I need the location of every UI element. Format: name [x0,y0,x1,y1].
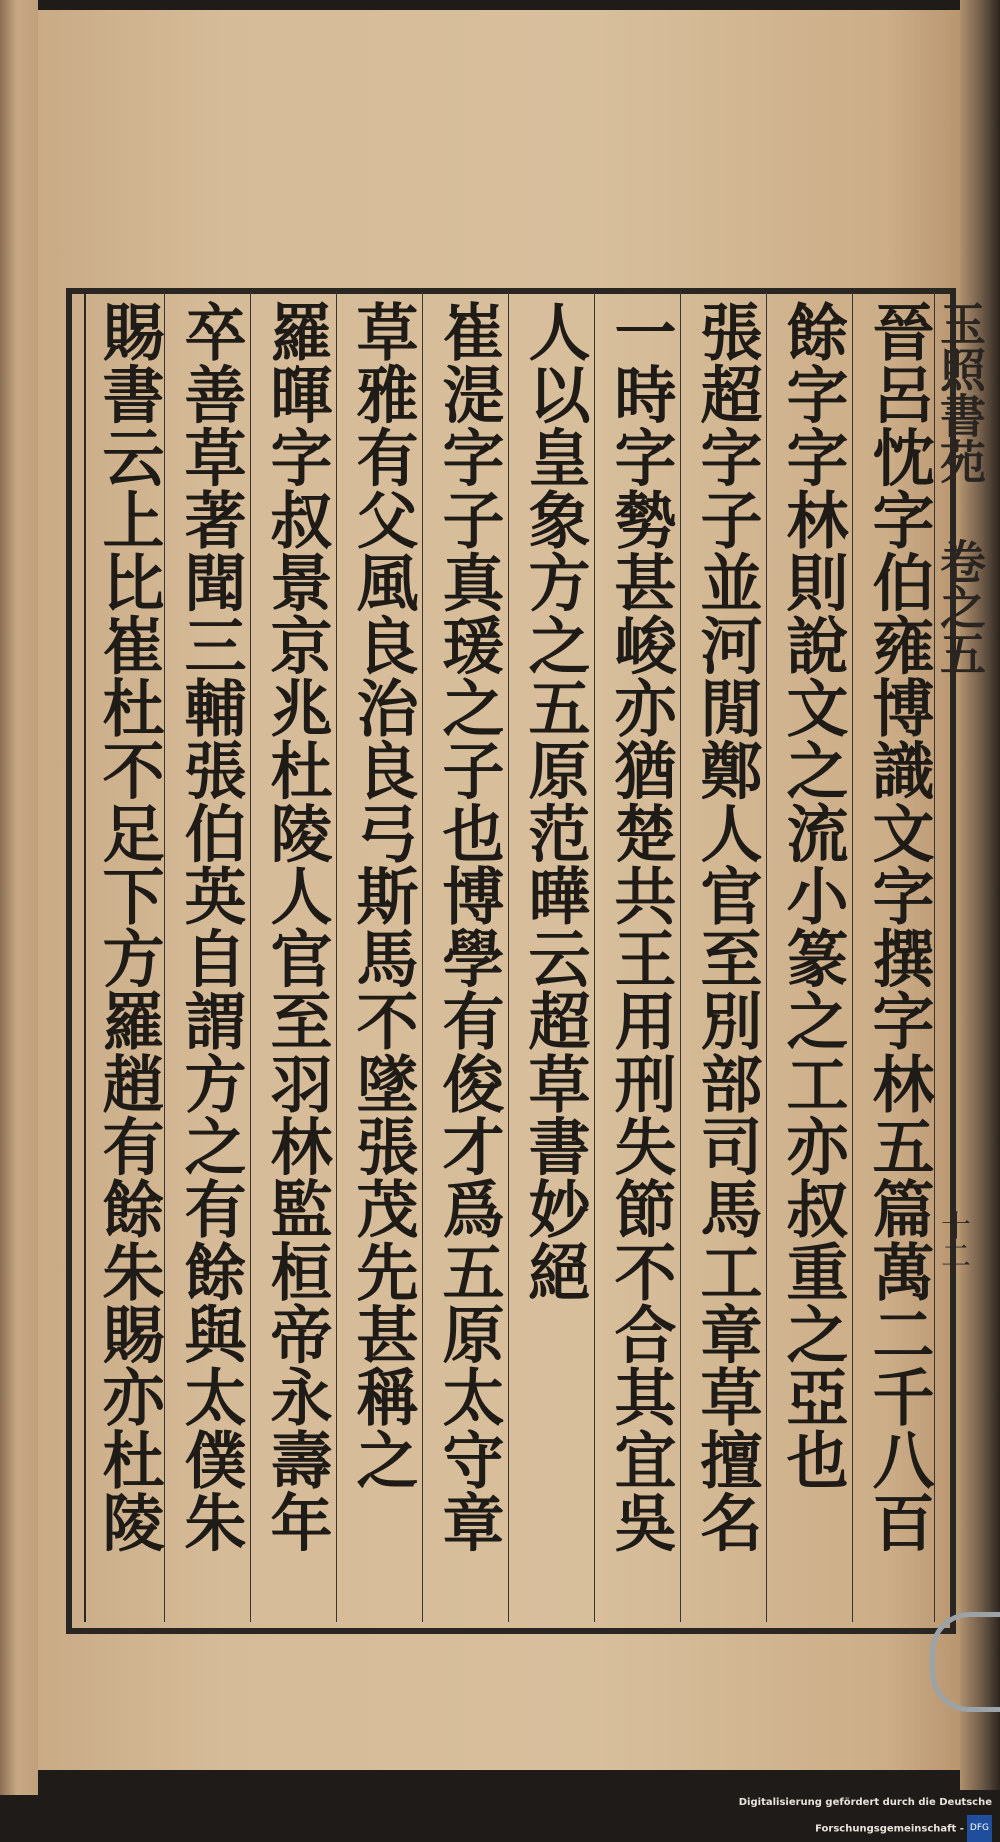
text-column-4: 一時字勢甚峻亦猶楚共王用刑失節不合其宜吳 [604,300,677,1553]
text-column-10: 賜書云上比崔杜不足下方羅趙有餘朱賜亦杜陵 [92,300,165,1553]
column-rule [508,292,509,1622]
column-rule [250,292,251,1622]
page-stack-edge [960,0,1000,1790]
text-column-8: 羅暉字叔景京兆杜陵人官至羽林監桓帝永壽年 [260,300,333,1553]
text-column-6: 崔湜字子真瑗之子也博學有俊才爲五原太守章 [432,300,505,1553]
running-title: 玉照書苑 卷之五 [933,300,987,676]
column-rule [680,292,681,1622]
text-column-9: 卒善草著聞三輔張伯英自謂方之有餘與太僕朱 [174,300,247,1553]
left-page-edge [0,0,38,1795]
page-clip [930,1612,1000,1712]
digitization-footer [600,1790,1000,1835]
text-column-5: 人以皇象方之五原范曄云超草書妙絕 [518,300,591,1303]
column-rule [766,292,767,1622]
folio-number: 十二 [935,1210,970,1270]
column-rule [594,292,595,1622]
column-rule [336,292,337,1622]
text-column-3: 張超字子並河閒鄭人官至別部司馬工章草擅名 [690,300,763,1553]
column-rule [422,292,423,1622]
column-rule [852,292,853,1622]
text-column-7: 草雅有父風良治良弓斯馬不墜張茂先甚稱之 [346,300,419,1491]
dfg-logo: DFG [967,1815,992,1842]
footer-text: Digitalisierung gefördert durch die Deutsche Forschungsgemeinschaft - [738,1797,992,1835]
text-column-2: 餘字字林則說文之流小篆之工亦叔重之亞也 [776,300,849,1491]
text-column-1: 晉呂忱字伯雍博識文字撰字林五篇萬二千八百 [862,300,935,1553]
